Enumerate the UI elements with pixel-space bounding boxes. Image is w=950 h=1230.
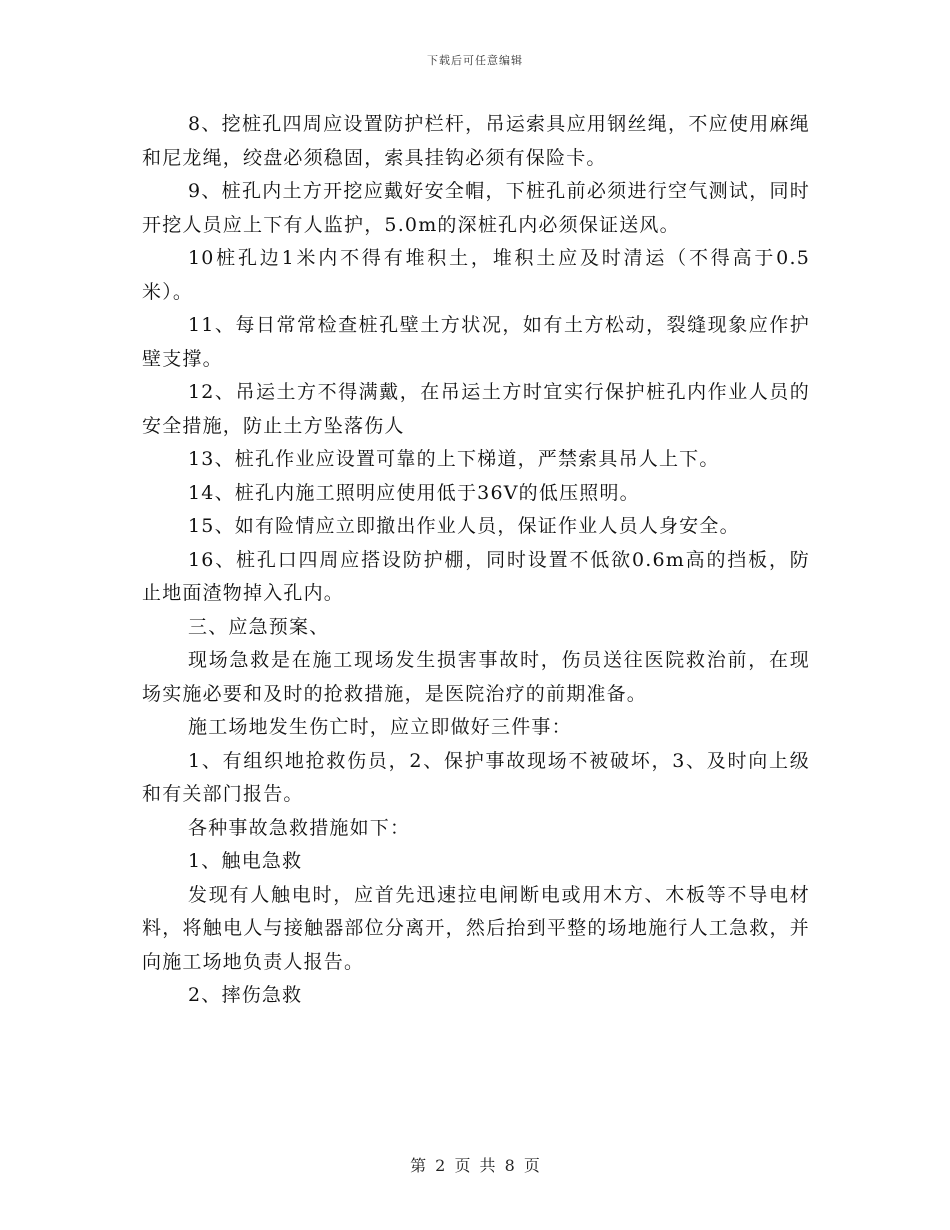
paragraph-item-9: 9、桩孔内土方开挖应戴好安全帽，下桩孔前必须进行空气测试，同时开挖人员应上下有人监护，5.0m的深桩孔内必须保证送风。	[142, 180, 810, 236]
paragraph-three-tasks-intro: 施工场地发生伤亡时，应立即做好三件事：	[188, 716, 572, 738]
page-number-footer: 第 2 页 共 8 页	[410, 1156, 540, 1175]
paragraph-item-10: 10桩孔边1米内不得有堆积土，堆积土应及时清运（不得高于0.5米）。	[142, 247, 810, 303]
section-heading-emergency-plan: 三、应急预案、	[188, 615, 330, 638]
paragraph-item-11: 11、每日常常检查桩孔壁土方状况，如有土方松动，裂缝现象应作护壁支撑。	[142, 314, 810, 370]
subheading-electric-shock: 1、触电急救	[188, 850, 303, 872]
paragraph-three-tasks-list: 1、有组织地抢救伤员，2、保护事故现场不被破坏，3、及时向上级和有关部门报告。	[142, 749, 810, 805]
paragraph-item-8: 8、挖桩孔四周应设置防护栏杆，吊运索具应用钢丝绳，不应使用麻绳和尼龙绳，绞盘必须稳固，索具挂钩必须有保险卡。	[142, 113, 810, 169]
paragraph-measures-intro: 各种事故急救措施如下：	[188, 816, 411, 839]
paragraph-item-15: 15、如有险情应立即撤出作业人员，保证作业人员人身安全。	[188, 515, 740, 537]
document-body	[142, 108, 810, 1013]
paragraph-item-13: 13、桩孔作业应设置可靠的上下梯道，严禁索具吊人上下。	[188, 448, 720, 470]
paragraph-electric-shock-steps: 发现有人触电时，应首先迅速拉电闸断电或用木方、木板等不导电材料，将触电人与接触器部位分离开，然后抬到平整的场地施行人工急救，并向施工场地负责人报告。	[142, 883, 810, 973]
paragraph-item-12: 12、吊运土方不得满戴，在吊运土方时宜实行保护桩孔内作业人员的安全措施，防止土方坠落伤人	[142, 381, 810, 437]
paragraph-item-16: 16、桩孔口四周应搭设防护棚，同时设置不低欲0.6m高的挡板，防止地面渣物掉入孔内。	[142, 548, 810, 604]
paragraph-item-14: 14、桩孔内施工照明应使用低于36V的低压照明。	[188, 481, 640, 504]
paragraph-first-aid-intro: 现场急救是在施工现场发生损害事故时，伤员送往医院救治前，在现场实施必要和及时的抢救措施，是医院治疗的前期准备。	[142, 649, 810, 705]
page-header-note: 下载后可任意编辑	[427, 54, 523, 67]
subheading-fall-injury: 2、摔伤急救	[188, 984, 303, 1006]
